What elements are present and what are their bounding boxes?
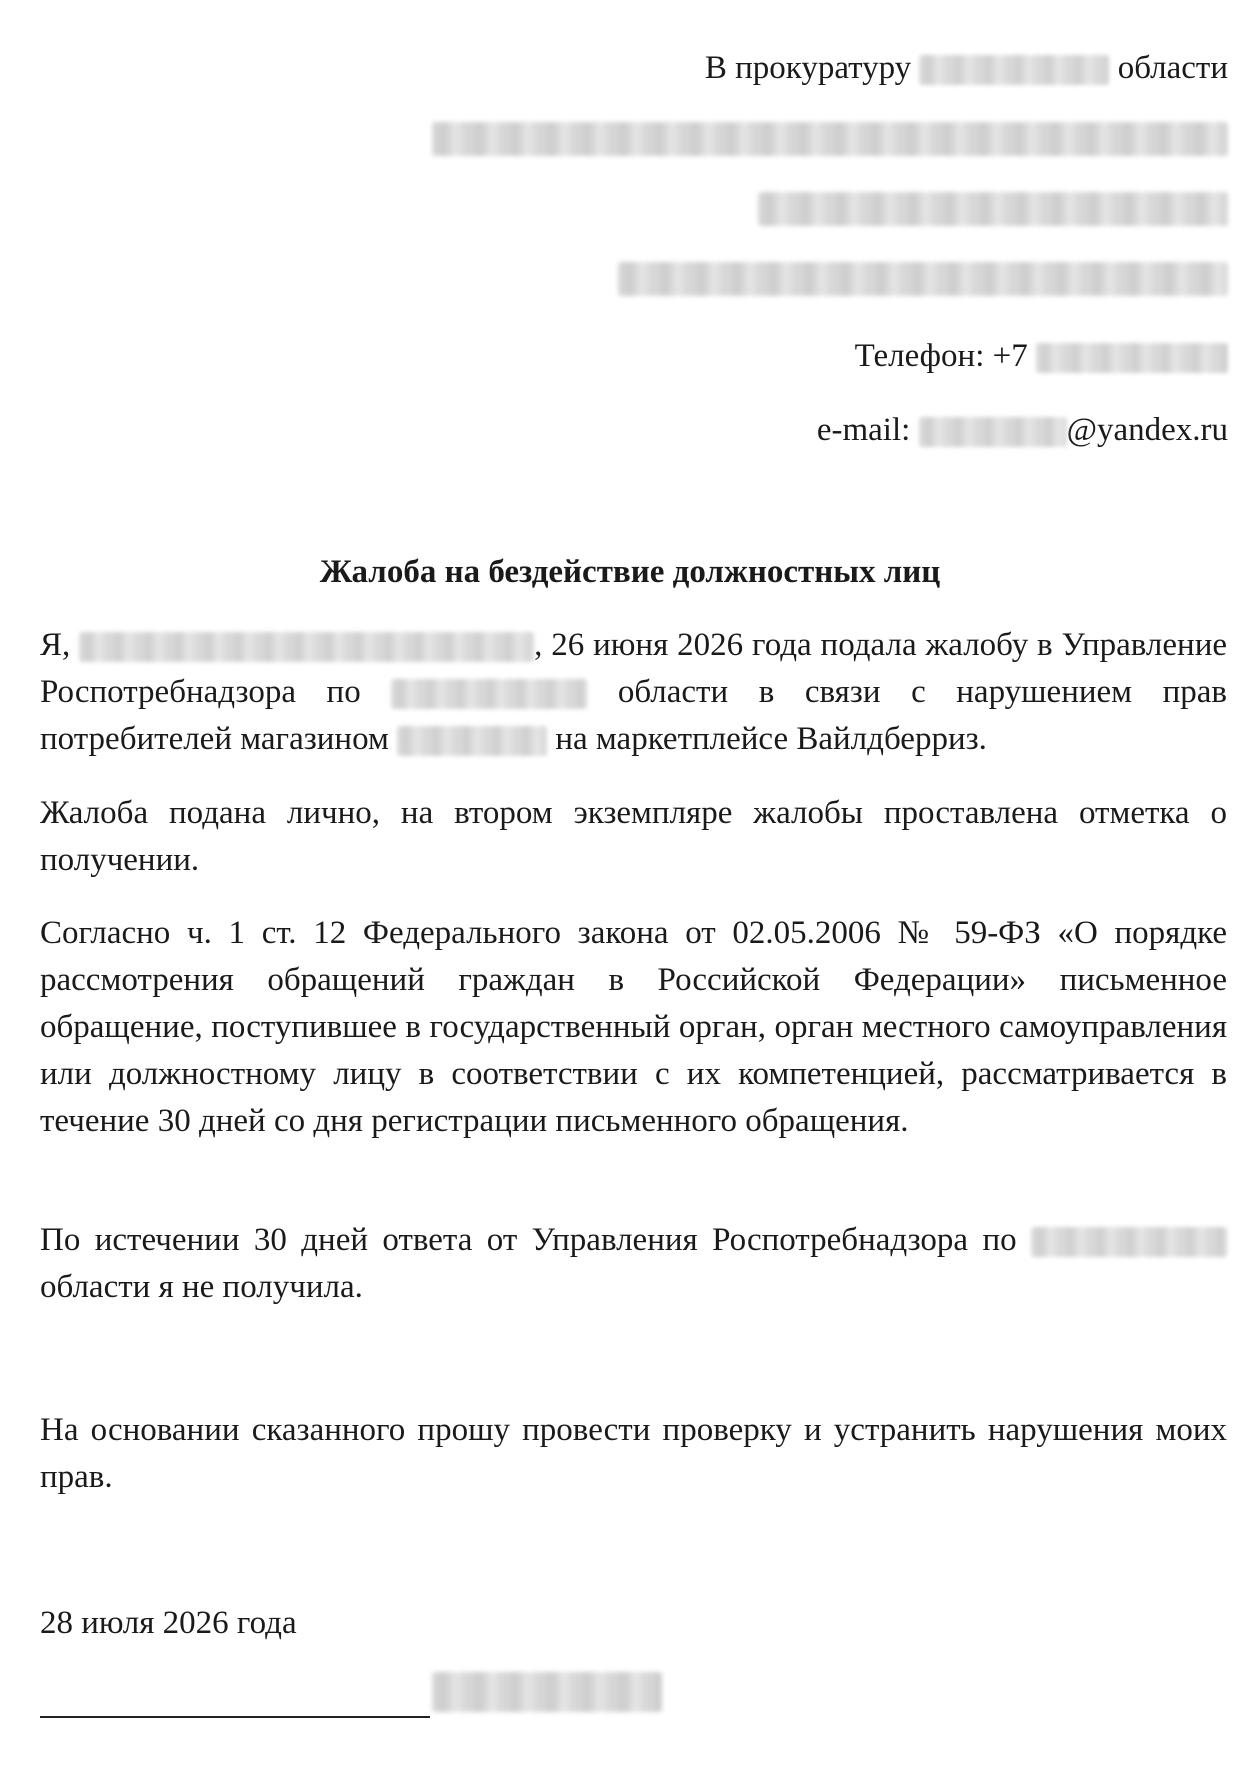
paragraph-5: На основании сказанного прошу провести проверку и устранить нарушения моих прав. <box>40 1412 1227 1495</box>
paragraph-4 <box>40 1217 1227 1311</box>
redacted-email-user <box>919 417 1067 447</box>
redacted-sender-line-3 <box>618 262 1228 296</box>
p4-end: области я не получила. <box>40 1269 363 1305</box>
p1-mid: , 26 июня 2026 года подала жалобу в Управление Роспотребнадзора по <box>40 627 1228 710</box>
addressee-prefix: В прокуратуру <box>704 50 912 86</box>
redacted-name <box>79 632 534 662</box>
p1-start: Я, <box>40 627 71 663</box>
paragraph-3: Согласно ч. 1 ст. 12 Федерального закона от 02.05.2006 № 59-ФЗ «О порядке рассмотрения обращений граждан в Российской Федерации» письменное обращение, поступившее в государственный орган, орган местного самоуправления или должностному лицу в соответствии с их компетенцией, рассматривается в течение 30 дней со дня регистрации письменного обращения. <box>40 915 1227 1139</box>
paragraph-2: Жалоба подана лично, на втором экземпляре жалобы проставлена отметка о получении. <box>40 795 1227 878</box>
email-domain: @yandex.ru <box>1066 412 1228 448</box>
email-line <box>817 410 1228 450</box>
document-title: Жалоба на бездействие должностных лиц <box>319 554 941 590</box>
paragraph-1 <box>40 622 1227 763</box>
redacted-region <box>1031 1227 1227 1257</box>
p1-end: на маркетплейсе Вайлдберриз. <box>555 721 987 757</box>
redacted-region <box>919 55 1109 85</box>
redacted-shop <box>397 726 547 756</box>
addressee-line <box>705 48 1228 88</box>
signature-line <box>40 1716 430 1718</box>
phone-label: Телефон: +7 <box>854 338 1028 374</box>
redacted-phone <box>1036 343 1228 373</box>
redacted-region <box>391 679 587 709</box>
redacted-signature-name <box>432 1672 662 1712</box>
redacted-sender-line-2 <box>758 192 1228 226</box>
p1-mid2: области в связи с нарушением прав потребителей магазином <box>40 674 1227 757</box>
phone-line <box>855 336 1228 376</box>
document-date: 28 июля 2026 года <box>40 1605 297 1641</box>
email-label: e-mail: <box>816 412 911 448</box>
redacted-sender-line-1 <box>432 122 1228 156</box>
p4-start: По истечении 30 дней ответа от Управления Роспотребнадзора по <box>40 1222 1017 1258</box>
addressee-suffix: области <box>1117 50 1228 86</box>
